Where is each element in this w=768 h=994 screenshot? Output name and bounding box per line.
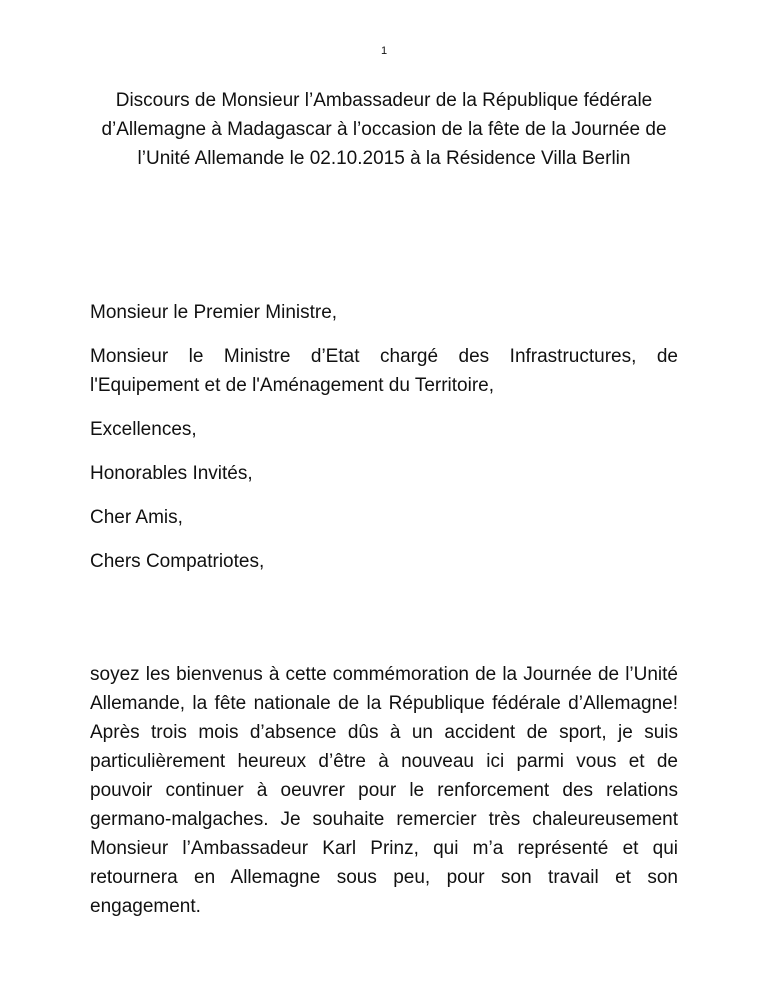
body-paragraph: soyez les bienvenus à cette commémoration de la Journée de l’Unité Allemande, la fête nationale de la République fédérale d’Allemagne! Après trois mois d’absence dûs à un accident de sport, je suis particulièrement heureux d’être à nouveau ici parmi vous et de pouvoir continuer à oeuvrer pour le renforcement des relations germano-malgaches. Je souhaite remercier très chaleureusement Monsieur l’Ambassadeur Karl Prinz, qui m’a représenté et qui retournera en Allemagne sous peu, pour son travail et son engagement.	[90, 664, 678, 917]
salutation-excellencies: Excellences,	[90, 419, 197, 440]
speech-title: Discours de Monsieur l’Ambassadeur de la République fédérale d’Allemagne à Madagascar à l’occasion de la fête de la Journée de l’Unité Allemande le 02.10.2015 à la Résidence Villa Berlin	[101, 90, 667, 169]
salutation-compatriots: Chers Compatriotes,	[90, 551, 265, 572]
page-number: 1	[380, 45, 388, 57]
salutation-minister-of-state: Monsieur le Ministre d’Etat chargé des Infrastructures, de l'Equipement et de l'Aménagement du Territoire,	[90, 346, 678, 396]
salutation-honorable-guests: Honorables Invités,	[90, 463, 253, 484]
salutation-list	[90, 298, 678, 591]
salutation-friends: Cher Amis,	[90, 507, 183, 528]
salutation-prime-minister: Monsieur le Premier Ministre,	[90, 302, 338, 323]
